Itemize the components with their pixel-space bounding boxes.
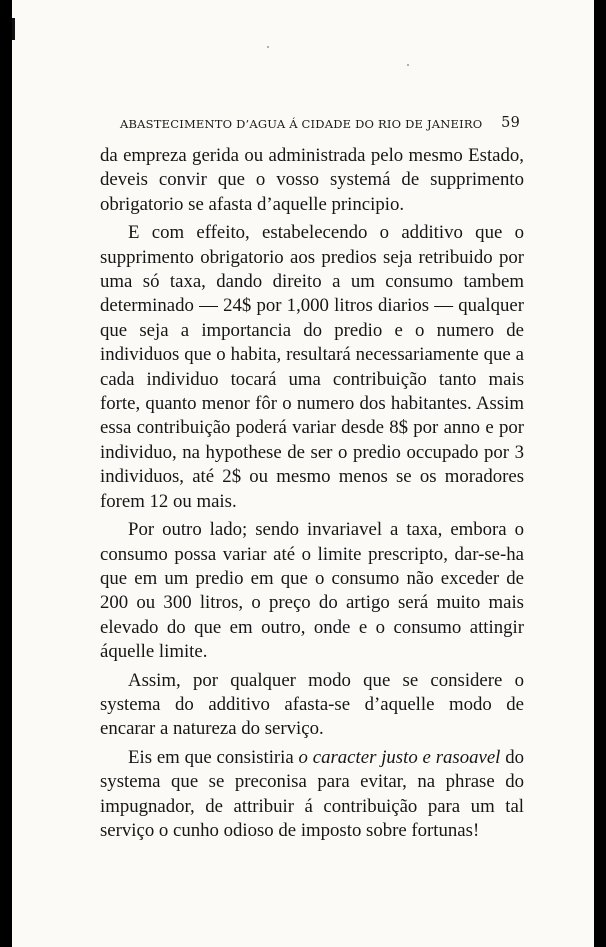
paper-speck (407, 64, 409, 66)
paragraph-5-start: Eis em que consistiria (128, 746, 294, 768)
paragraph-3: Por outro lado; sendo invariavel a taxa, embora o consumo possa variar até o limite prescripto, dar-se-ha que em um predio em que o consumo não exceder de 200 ou 300 litros, o preço do artigo será muito mais elevado do que em outro, onde e o consumo attingir áquelle limite. (100, 519, 524, 663)
book-page (12, 0, 594, 947)
scan-edge-mark (12, 18, 15, 40)
paragraph-5-end: do systema que se preconisa para evitar, na phrase do impugnador, de attribuir á contribuição para um tal serviço o cunho odioso de imposto sobre fortunas! (100, 746, 524, 841)
paragraph-5 (100, 746, 524, 844)
body-text (100, 144, 524, 843)
paragraph-2: E com effeito, estabelecendo o additivo que o supprimento obrigatorio aos predios seja retribuido por uma só taxa, dando direito a um consumo tambem determinado — 24$ por 1,000 litros diarios — qualquer que seja a importancia do predio e o numero de individuos que o habita, resultará necessariamente que a cada individuo tocará uma contribuição tanto mais forte, quanto menor fôr o numero dos habitantes. Assim essa contribuição poderá variar desde 8$ por anno e por individuo, na hypothese de ser o predio occupado por 3 individuos, até 2$ ou mesmo menos se os moradores forem 12 ou mais. (100, 222, 524, 512)
running-header (120, 117, 520, 131)
paragraph-1: da empreza gerida ou administrada pelo mesmo Estado, deveis convir que o vosso systemá de supprimento obrigatorio se afasta d’aquelle principio. (100, 145, 524, 215)
running-title: ABASTECIMENTO D’AGUA Á CIDADE DO RIO DE JANEIRO (120, 117, 483, 131)
paper-speck (267, 46, 269, 48)
paragraph-4: Assim, por qualquer modo que se considere o systema do additivo afasta-se d’aquelle modo de encarar a natureza do serviço. (100, 669, 524, 740)
page-number: 59 (501, 115, 520, 131)
italic-phrase: o caracter justo e rasoavel (298, 746, 501, 768)
